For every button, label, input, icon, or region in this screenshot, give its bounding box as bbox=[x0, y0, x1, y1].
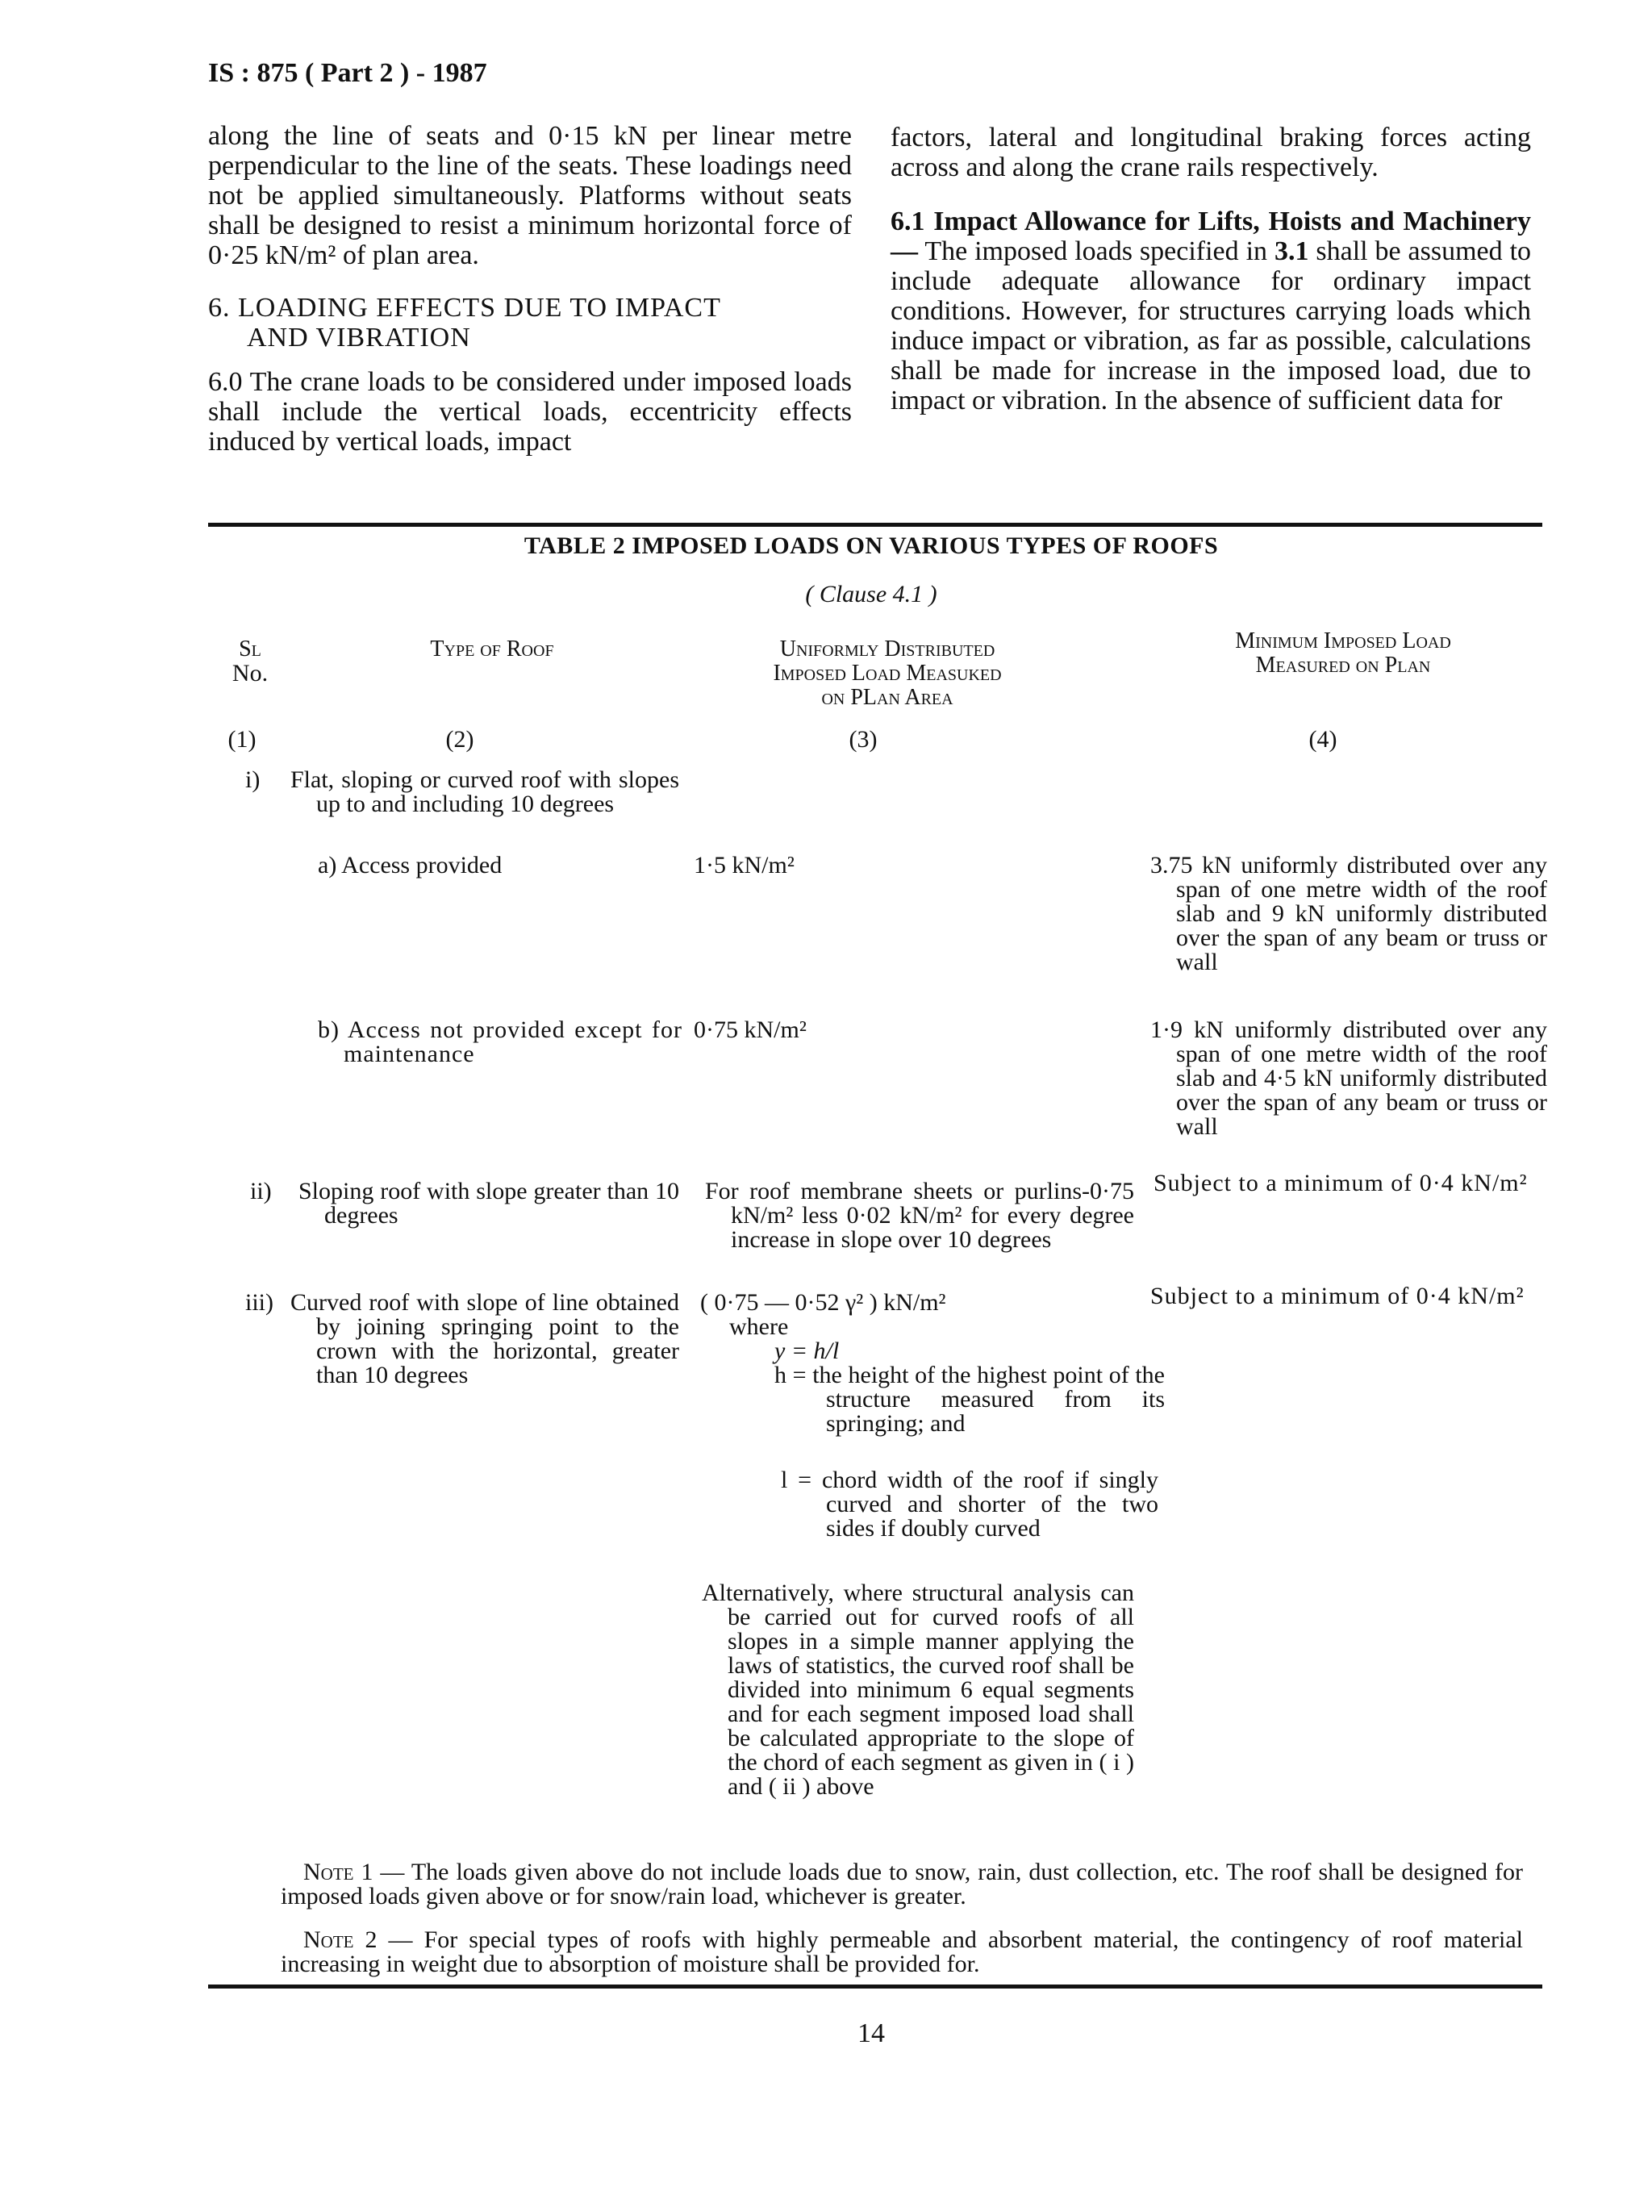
header-sl-no bbox=[218, 637, 282, 686]
page-number: 14 bbox=[857, 2018, 885, 2048]
row-3-udl-formula: ( 0·75 — 0·52 γ² ) kN/m² bbox=[700, 1289, 946, 1316]
row-1a-label: a) Access provided bbox=[318, 852, 503, 879]
row-3-sl: iii) bbox=[245, 1289, 273, 1316]
clause-6-1 bbox=[891, 207, 1531, 415]
right-paragraph: factors, lateral and longitudinal braking forces acting across and along the crane rails respectively. bbox=[891, 123, 1531, 182]
note-1-label: Note 1 — bbox=[303, 1859, 405, 1885]
header-min-line1: Minimum Imposed Load bbox=[1235, 628, 1451, 653]
column-number-4: (4) bbox=[1308, 726, 1337, 753]
left-paragraph: along the line of seats and 0·15 kN per linear metre perpendicular to the line of the seats. These loadings need not be applied simultaneously. Platforms without seats shall be designed to resist a minimum horizontal force of 0·25 kN/m² of plan area. bbox=[208, 121, 852, 270]
right-column bbox=[891, 123, 1531, 415]
table-note-1 bbox=[281, 1860, 1523, 1909]
note-1-text: The loads given above do not include loads due to snow, rain, dust collection, etc. The roof shall be designed for imposed loads given above or for snow/rain load, whichever is greater. bbox=[281, 1859, 1523, 1909]
table-clause bbox=[0, 581, 1652, 608]
section-6-heading-line2: AND VIBRATION bbox=[247, 323, 471, 353]
left-column bbox=[208, 121, 852, 457]
section-6-heading-line1: 6. LOADING EFFECTS DUE TO IMPACT bbox=[208, 293, 721, 323]
row-2-type: Sloping roof with slope greater than 10 degrees bbox=[298, 1178, 679, 1229]
table-title: TABLE 2 IMPOSED LOADS ON VARIOUS TYPES OF ROOFS bbox=[524, 532, 1219, 559]
note-2-label: Note 2 — bbox=[303, 1926, 413, 1953]
row-2-udl: For roof membrane sheets or purlins-0·75 kN/m² less 0·02 kN/m² for every degree increase in slope over 10 degrees bbox=[705, 1178, 1134, 1253]
row-3-y-definition: y = h/l bbox=[774, 1338, 840, 1364]
clause-6-1-ref: 3.1 bbox=[1274, 236, 1309, 266]
table-clause-text: ( Clause 4.1 ) bbox=[805, 581, 937, 607]
header-type-of-roof: Type of Roof bbox=[430, 636, 554, 662]
column-number-3: (3) bbox=[849, 726, 878, 753]
header-sl-line1: Sl bbox=[239, 636, 261, 662]
table-note-2 bbox=[281, 1928, 1523, 1976]
note-2-text: For special types of roofs with highly permeable and absorbent material, the contingency of roof material increasing in weight due to absorption of moisture shall be provided for. bbox=[281, 1926, 1523, 1977]
row-3-min: Subject to a minimum of 0·4 kN/m² bbox=[1150, 1283, 1525, 1309]
row-3-type: Curved roof with slope of line obtained by joining springing point to the crown with the horizontal, greater than 10 degrees bbox=[290, 1289, 679, 1388]
header-minimum-load bbox=[1162, 629, 1525, 678]
row-3-h-definition: h = the height of the highest point of the structure measured from its springing; and bbox=[774, 1362, 1165, 1437]
table-top-rule bbox=[208, 523, 1542, 527]
row-1-type: Flat, sloping or curved roof with slopes up to and including 10 degrees bbox=[290, 766, 679, 817]
row-1a-min: 3.75 kN uniformly distributed over any span of one metre width of the roof slab and 9 kN uniformly distributed over the span of any beam or truss or wall bbox=[1150, 852, 1547, 975]
clause-6-1-text-b: shall be assumed to include adequate allowance for ordinary impact conditions. However, for structures carrying loads which induce impact or vibration, as far as possible, calculations shall be made for increase in the imposed load, due to impact or vibration. In the absence of sufficient data for bbox=[891, 236, 1532, 415]
clause-6-1-heading: 6.1 Impact Allowance for Lifts, Hoists and Machinery — bbox=[891, 207, 1531, 266]
clause-6-1-text-a: The imposed loads specified in bbox=[924, 236, 1268, 266]
row-1b-min: 1·9 kN uniformly distributed over any span of one metre width of the roof slab and 4·5 kN uniformly distributed over the span of any beam or truss or wall bbox=[1150, 1016, 1547, 1140]
row-3-l-definition: l = chord width of the roof if singly curved and shorter of the two sides if doubly curved bbox=[781, 1467, 1158, 1542]
row-1b-udl: 0·75 kN/m² bbox=[694, 1016, 807, 1043]
header-udl bbox=[710, 637, 1065, 710]
header-sl-line2: No. bbox=[232, 660, 269, 687]
row-3-where: where bbox=[729, 1313, 789, 1340]
header-udl-line2: Imposed Load Measuked bbox=[773, 661, 1002, 686]
row-2-min: Subject to a minimum of 0·4 kN/m² bbox=[1153, 1170, 1528, 1196]
table-bottom-rule bbox=[208, 1985, 1542, 1989]
row-1a-udl: 1·5 kN/m² bbox=[694, 852, 795, 879]
standard-reference: IS : 875 ( Part 2 ) - 1987 bbox=[208, 58, 487, 88]
header-udl-line1: Uniformly Distributed bbox=[779, 636, 995, 662]
column-number-2: (2) bbox=[445, 726, 474, 753]
clause-6-0: 6.0 The crane loads to be considered under imposed loads shall include the vertical loads, eccentricity effects induced by vertical loads, impact bbox=[208, 367, 852, 457]
row-1-sl: i) bbox=[245, 766, 261, 793]
row-1b-label: b) Access not provided except for maintenance bbox=[318, 1016, 682, 1067]
header-min-line2: Measured on Plan bbox=[1255, 653, 1431, 678]
row-2-sl: ii) bbox=[250, 1178, 272, 1204]
header-udl-line3: on PLan Area bbox=[821, 685, 953, 710]
column-number-1: (1) bbox=[227, 726, 257, 753]
row-3-alternative: Alternatively, where structural analysis can be carried out for curved roofs of all slopes in a simple manner applying the laws of statistics, the curved roof shall be divided into minimum 6 equal segments and for each segment imposed load shall be calculated appropriate to the slope of the chord of each segment as given in ( i ) and ( ii ) above bbox=[702, 1580, 1134, 1800]
